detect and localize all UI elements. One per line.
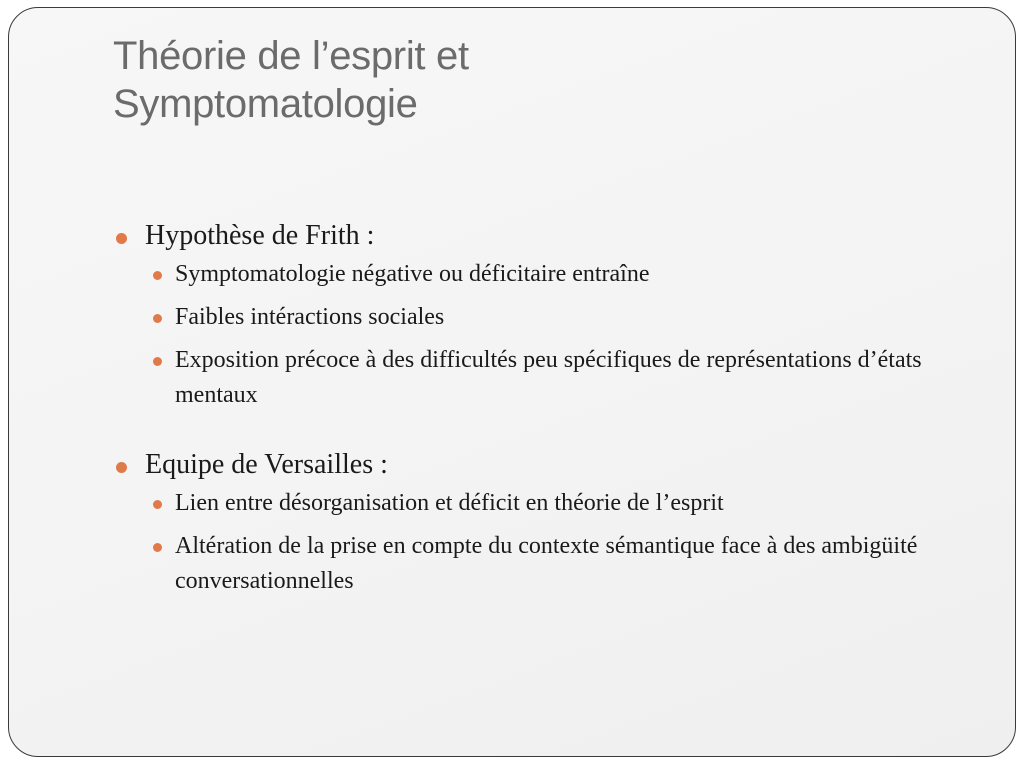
sub-bullet-item (145, 343, 993, 413)
sub-bullet-text: Exposition précoce à des difficultés peu spécifiques de représentations d’états mentaux (175, 347, 922, 408)
bullet-dot-icon (153, 357, 162, 366)
bullet-dot-icon (153, 543, 162, 552)
sub-bullet-text: Faibles intéractions sociales (175, 304, 445, 330)
bullet-dot-icon (153, 500, 162, 509)
slide (8, 7, 1016, 757)
sub-bullet-list (145, 257, 993, 413)
bullet-dot-icon (153, 314, 162, 323)
slide-title (113, 32, 913, 128)
sub-bullet-text: Symptomatologie négative ou déficitaire entraîne (175, 261, 650, 287)
bullet-item-versailles (113, 447, 993, 599)
bullet-dot-icon (116, 462, 127, 473)
sub-bullet-list (145, 486, 993, 599)
slide-content (113, 218, 993, 607)
title-line-2: Symptomatologie (113, 82, 418, 126)
section-heading: Equipe de Versailles : (145, 449, 388, 480)
sub-bullet-item (145, 486, 993, 521)
sub-bullet-item (145, 529, 993, 599)
section-heading: Hypothèse de Frith : (145, 220, 375, 251)
sub-bullet-item (145, 300, 993, 335)
sub-bullet-text: Altération de la prise en compte du contexte sémantique face à des ambigüité conversationnelles (175, 533, 918, 594)
sub-bullet-item (145, 257, 993, 292)
bullet-dot-icon (153, 271, 162, 280)
title-line-1: Théorie de l’esprit et (113, 34, 469, 78)
sub-bullet-text: Lien entre désorganisation et déficit en théorie de l’esprit (175, 490, 724, 516)
bullet-item-frith (113, 218, 993, 413)
bullet-dot-icon (116, 233, 127, 244)
bullet-list (113, 218, 993, 599)
